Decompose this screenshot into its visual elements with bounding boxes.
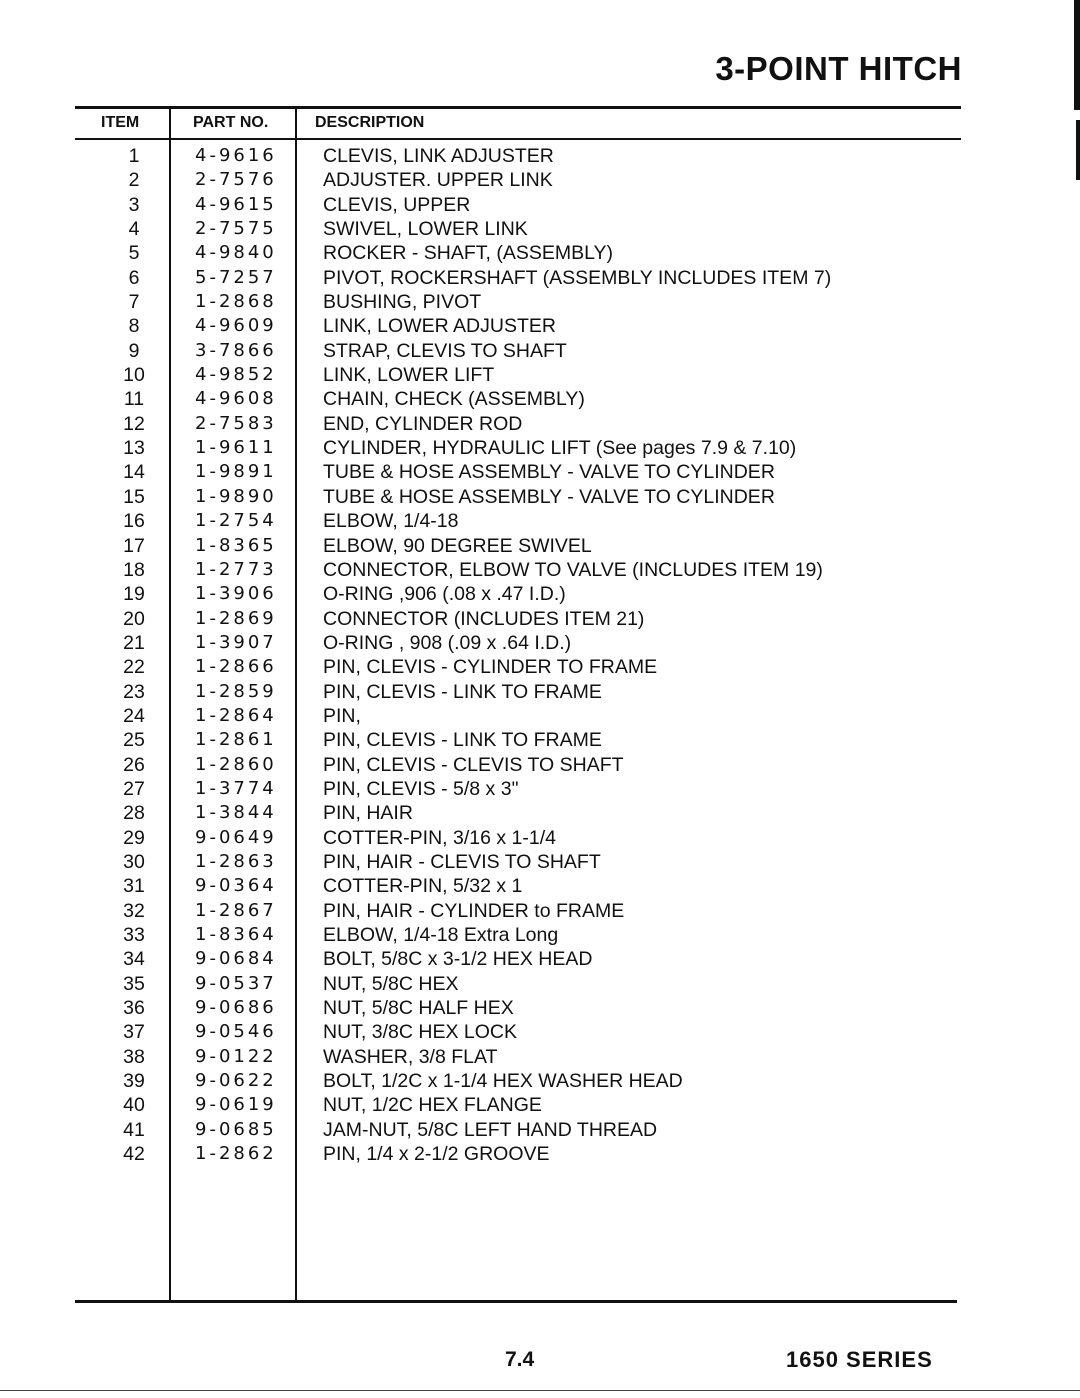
table-row	[0, 412, 1080, 436]
part-number: 1-9890	[195, 485, 277, 507]
item-number: 7	[128, 291, 140, 314]
item-number: 27	[123, 777, 145, 800]
part-number: 1-2754	[195, 510, 277, 532]
part-description: PIN, HAIR	[323, 802, 413, 825]
part-description: COTTER-PIN, 3/16 x 1-1/4	[323, 826, 556, 849]
table-row	[0, 1020, 1080, 1044]
item-number: 9	[128, 339, 140, 362]
part-description: CYLINDER, HYDRAULIC LIFT (See pages 7.9 & 7.10)	[323, 437, 797, 460]
part-number: 1-8364	[195, 924, 277, 945]
part-number: 2-7575	[195, 218, 277, 240]
part-number: 2-7576	[195, 169, 277, 191]
table-row	[0, 1045, 1080, 1069]
item-number: 11	[123, 388, 145, 411]
part-number: 1-2861	[195, 729, 277, 751]
part-description: NUT, 5/8C HEX	[323, 972, 459, 995]
table-row	[0, 1093, 1080, 1117]
table-row	[0, 460, 1080, 484]
part-description: NUT, 5/8C HALF HEX	[323, 997, 514, 1020]
table-row	[0, 144, 1080, 168]
table-row	[0, 436, 1080, 460]
part-description: CLEVIS, LINK ADJUSTER	[323, 145, 554, 167]
part-number: 9-0684	[195, 948, 277, 970]
table-row	[0, 534, 1080, 558]
item-number: 4	[128, 218, 140, 241]
table-row	[0, 947, 1080, 971]
table-row	[0, 753, 1080, 777]
table-row	[0, 607, 1080, 631]
item-number: 25	[123, 729, 145, 752]
item-number: 39	[123, 1070, 145, 1093]
part-number: 1-9611	[195, 437, 277, 459]
part-number: 9-0546	[195, 1021, 277, 1043]
part-description: CONNECTOR (INCLUDES ITEM 21)	[323, 607, 645, 630]
part-description: SWIVEL, LOWER LINK	[323, 218, 528, 241]
scan-edge-mark	[1076, 120, 1080, 180]
item-number: 31	[123, 875, 145, 898]
part-description: PIN, 1/4 x 2-1/2 GROOVE	[323, 1143, 550, 1166]
part-number: 1-2868	[195, 291, 277, 313]
table-row	[0, 923, 1080, 947]
item-number: 35	[123, 972, 145, 995]
header-bottom-rule	[75, 138, 961, 140]
part-description: LINK, LOWER ADJUSTER	[323, 315, 556, 338]
part-description: TUBE & HOSE ASSEMBLY - VALVE TO CYLINDER	[323, 485, 775, 508]
part-number: 9-0122	[195, 1045, 277, 1067]
item-number: 16	[123, 510, 145, 533]
table-row	[0, 680, 1080, 704]
item-number: 1	[128, 145, 140, 167]
table-row	[0, 485, 1080, 509]
series-label: 1650 SERIES	[786, 1347, 933, 1372]
table-row	[0, 631, 1080, 655]
part-number: 1-3906	[195, 583, 277, 605]
part-description: CONNECTOR, ELBOW TO VALVE (INCLUDES ITEM 19)	[323, 558, 823, 581]
part-number: 9-0364	[195, 875, 277, 897]
table-row	[0, 826, 1080, 850]
part-description: END, CYLINDER ROD	[323, 412, 523, 435]
part-description: PIN, HAIR - CYLINDER to FRAME	[323, 899, 625, 922]
item-number: 38	[123, 1045, 145, 1068]
item-number: 2	[128, 169, 140, 192]
item-number: 12	[123, 412, 145, 435]
part-description: NUT, 3/8C HEX LOCK	[323, 1021, 517, 1044]
item-number: 10	[123, 364, 145, 387]
item-number: 30	[123, 850, 145, 873]
part-description: WASHER, 3/8 FLAT	[323, 1045, 498, 1068]
part-number: 4-9609	[195, 315, 277, 337]
part-description: TUBE & HOSE ASSEMBLY - VALVE TO CYLINDER	[323, 461, 775, 484]
table-row	[0, 777, 1080, 801]
item-number: 34	[123, 948, 145, 971]
item-number: 36	[123, 997, 145, 1020]
part-number: 1-2773	[195, 558, 277, 580]
table-row	[0, 1142, 1080, 1166]
part-number: 9-0622	[195, 1070, 277, 1092]
part-number: 1-8365	[195, 534, 277, 556]
table-row	[0, 1069, 1080, 1093]
item-number: 37	[123, 1021, 145, 1044]
part-description: PIVOT, ROCKERSHAFT (ASSEMBLY INCLUDES ITEM 7)	[323, 266, 832, 289]
part-number: 9-0685	[195, 1118, 277, 1140]
part-description: BUSHING, PIVOT	[323, 291, 482, 314]
table-row	[0, 314, 1080, 338]
item-number: 18	[123, 558, 145, 581]
table-row	[0, 874, 1080, 898]
scan-bottom-mark	[0, 1390, 1080, 1391]
part-no-column-header: PART NO.	[193, 114, 269, 131]
item-number: 26	[123, 753, 145, 776]
part-number: 4-9615	[195, 193, 277, 215]
item-number: 41	[123, 1118, 145, 1141]
table-row	[0, 509, 1080, 533]
part-description: BOLT, 5/8C x 3-1/2 HEX HEAD	[323, 948, 593, 971]
item-number: 3	[128, 193, 140, 216]
part-description: NUT, 1/2C HEX FLANGE	[323, 1094, 542, 1117]
part-number: 1-2864	[195, 704, 277, 726]
table-row	[0, 387, 1080, 411]
table-row	[0, 972, 1080, 996]
item-column-header: ITEM	[101, 114, 140, 131]
part-description: PIN, HAIR - CLEVIS TO SHAFT	[323, 850, 601, 873]
part-number: 1-3844	[195, 802, 277, 824]
table-top-rule	[75, 106, 961, 109]
table-bottom-rule	[75, 1300, 957, 1303]
part-description: CHAIN, CHECK (ASSEMBLY)	[323, 388, 585, 411]
part-description: PIN,	[323, 704, 361, 727]
item-number: 21	[123, 631, 145, 654]
part-description: PIN, CLEVIS - 5/8 x 3"	[323, 777, 519, 800]
item-number: 5	[128, 242, 140, 265]
table-row	[0, 217, 1080, 241]
table-row	[0, 582, 1080, 606]
part-description: ELBOW, 1/4-18 Extra Long	[323, 924, 559, 946]
part-description: CLEVIS, UPPER	[323, 193, 471, 216]
part-description: LINK, LOWER LIFT	[323, 364, 495, 387]
part-description: STRAP, CLEVIS TO SHAFT	[323, 339, 567, 362]
part-description: JAM-NUT, 5/8C LEFT HAND THREAD	[323, 1118, 658, 1141]
table-row	[0, 558, 1080, 582]
item-number: 29	[123, 826, 145, 849]
item-number: 19	[123, 583, 145, 606]
item-number: 28	[123, 802, 145, 825]
item-number: 15	[123, 485, 145, 508]
part-description: O-RING , 908 (.09 x .64 I.D.)	[323, 631, 572, 654]
part-number: 1-2866	[195, 656, 277, 678]
part-number: 1-2860	[195, 753, 277, 775]
item-number: 6	[128, 266, 140, 289]
part-description: PIN, CLEVIS - LINK TO FRAME	[323, 680, 602, 703]
part-description: PIN, CLEVIS - CYLINDER TO FRAME	[323, 656, 658, 679]
part-number: 4-9616	[195, 145, 277, 166]
item-number: 8	[128, 315, 140, 338]
part-number: 9-0649	[195, 826, 277, 848]
table-row	[0, 1118, 1080, 1142]
table-row	[0, 704, 1080, 728]
table-row	[0, 850, 1080, 874]
part-number: 1-2863	[195, 850, 277, 872]
item-number: 33	[123, 924, 145, 946]
description-column-header: DESCRIPTION	[315, 114, 425, 131]
part-description: BOLT, 1/2C x 1-1/4 HEX WASHER HEAD	[323, 1070, 683, 1093]
part-number: 9-0686	[195, 997, 277, 1019]
table-row	[0, 168, 1080, 192]
table-row	[0, 801, 1080, 825]
table-row	[0, 290, 1080, 314]
scan-edge-mark	[1074, 0, 1080, 110]
part-number: 4-9852	[195, 364, 277, 386]
part-number: 1-3907	[195, 631, 277, 653]
table-row	[0, 996, 1080, 1020]
item-number: 20	[123, 607, 145, 630]
part-description: PIN, CLEVIS - CLEVIS TO SHAFT	[323, 753, 624, 776]
item-number: 40	[123, 1094, 145, 1117]
table-row	[0, 266, 1080, 290]
item-number: 42	[123, 1143, 145, 1166]
part-description: ELBOW, 1/4-18	[323, 510, 459, 533]
part-description: ELBOW, 90 DEGREE SWIVEL	[323, 534, 592, 557]
page-number: 7.4	[505, 1348, 535, 1371]
part-number: 2-7583	[195, 412, 277, 434]
part-number: 4-9840	[195, 242, 277, 264]
table-row	[0, 193, 1080, 217]
part-number: 4-9608	[195, 388, 277, 410]
table-row	[0, 728, 1080, 752]
part-description: ADJUSTER. UPPER LINK	[323, 169, 553, 192]
item-number: 14	[123, 461, 145, 484]
part-number: 1-2859	[195, 680, 277, 702]
parts-list	[0, 144, 1080, 1166]
item-number: 17	[123, 534, 145, 557]
page-title: 3-POINT HITCH	[715, 50, 962, 87]
item-number: 13	[123, 437, 145, 460]
part-description: COTTER-PIN, 5/32 x 1	[323, 875, 523, 898]
item-number: 23	[123, 680, 145, 703]
part-number: 1-2867	[195, 899, 277, 921]
item-number: 22	[123, 656, 145, 679]
part-number: 1-2869	[195, 607, 277, 629]
part-description: PIN, CLEVIS - LINK TO FRAME	[323, 729, 602, 752]
table-row	[0, 655, 1080, 679]
item-number: 24	[123, 704, 145, 727]
part-number: 1-2862	[195, 1143, 277, 1165]
part-number: 5-7257	[195, 266, 277, 288]
table-row	[0, 899, 1080, 923]
part-number: 1-9891	[195, 461, 277, 483]
part-number: 1-3774	[195, 777, 277, 799]
table-row	[0, 363, 1080, 387]
part-number: 9-0619	[195, 1094, 277, 1116]
item-number: 32	[123, 899, 145, 922]
table-row	[0, 339, 1080, 363]
part-description: ROCKER - SHAFT, (ASSEMBLY)	[323, 242, 614, 265]
part-number: 3-7866	[195, 339, 277, 361]
table-row	[0, 241, 1080, 265]
part-number: 9-0537	[195, 972, 277, 994]
part-description: O-RING ,906 (.08 x .47 I.D.)	[323, 583, 566, 606]
